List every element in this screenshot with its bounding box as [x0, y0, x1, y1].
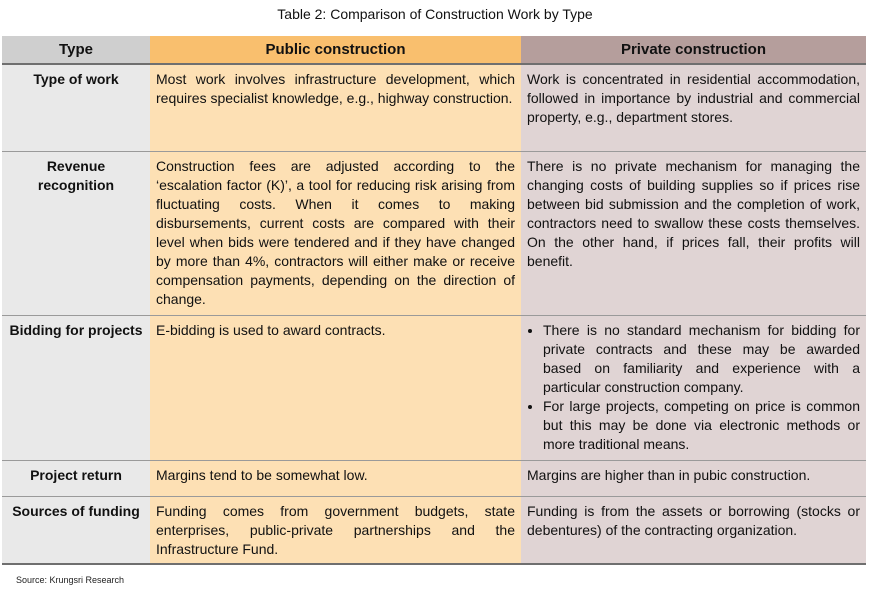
row-type-cell: Project return: [2, 461, 150, 497]
table-row: [2, 152, 866, 316]
header-type: Type: [2, 36, 150, 64]
row-type-cell: Revenue recognition: [2, 152, 150, 316]
table-title: Table 2: Comparison of Construction Work by Type: [277, 6, 593, 22]
row-type-cell: Type of work: [2, 64, 150, 152]
public-cell: Margins tend to be somewhat low.: [150, 461, 521, 497]
private-cell: There is no private mechanism for managing the changing costs of building supplies so if prices rise between bid submission and the completion of work, contractors need to swallow these costs themselves. On the other hand, if prices fall, their profits will benefit.: [521, 152, 866, 316]
private-bullet-list: [527, 321, 860, 454]
list-item: • There is no standard mechanism for bidding for private contracts and these may be awarded based on familiarity and experience with a particular construction company.: [543, 321, 860, 397]
public-cell: Most work involves infrastructure development, which requires specialist knowledge, e.g., highway construction.: [150, 64, 521, 152]
row-type-cell: Sources of funding: [2, 497, 150, 565]
table-row: [2, 64, 866, 152]
table-row: [2, 497, 866, 565]
private-cell: Funding is from the assets or borrowing (stocks or debentures) of the contracting organization.: [521, 497, 866, 565]
private-cell: Work is concentrated in residential accommodation, followed in importance by industrial and commercial property, e.g., department stores.: [521, 64, 866, 152]
table-header-row: [2, 36, 866, 64]
public-cell: E-bidding is used to award contracts.: [150, 316, 521, 461]
list-item: • For large projects, competing on price is common but this may be done via electronic methods or more traditional means.: [543, 397, 860, 454]
table-row: [2, 316, 866, 461]
header-private: Private construction: [521, 36, 866, 64]
private-cell: [521, 316, 866, 461]
public-cell: Funding comes from government budgets, state enterprises, public-private partnerships and the Infrastructure Fund.: [150, 497, 521, 565]
private-cell: Margins are higher than in pubic construction.: [521, 461, 866, 497]
public-cell: Construction fees are adjusted according to the ‘escalation factor (K)’, a tool for reducing risk arising from fluctuating costs. When it comes to making disbursements, current costs are compared with their level when bids were tendered and if they have changed by more than 4%, contractors will either make or receive compensation payments, depending on the direction of change.: [150, 152, 521, 316]
comparison-table: [2, 36, 866, 565]
header-public: Public construction: [150, 36, 521, 64]
table-row: [2, 461, 866, 497]
row-type-cell: Bidding for projects: [2, 316, 150, 461]
source-note: Source: Krungsri Research: [16, 575, 125, 585]
